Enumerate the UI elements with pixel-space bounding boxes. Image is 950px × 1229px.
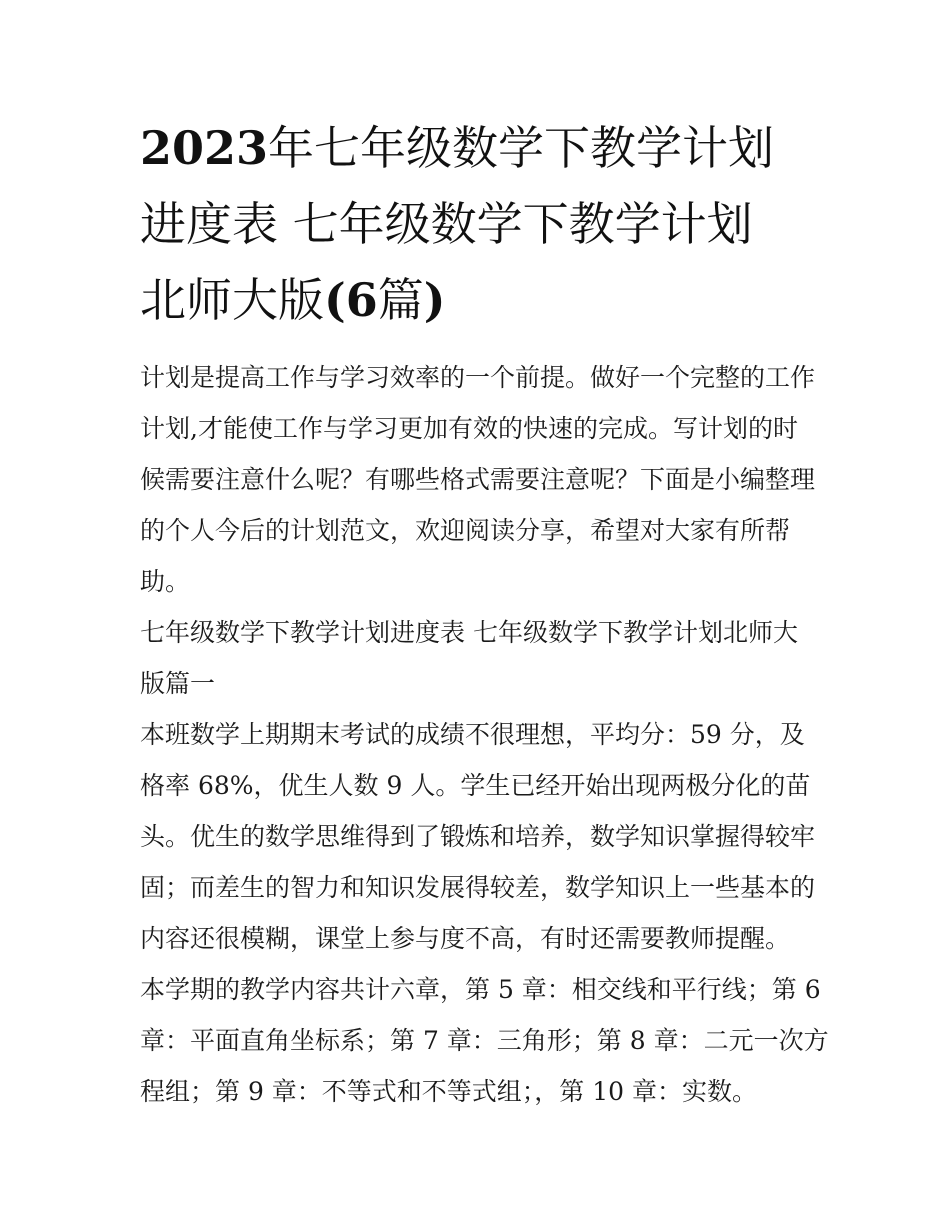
text-line: 七年级数学下教学计划进度表 七年级数学下教学计划北师大 (140, 618, 798, 647)
text-line: 章：平面直角坐标系；第 7 章：三角形；第 8 章：二元一次方 (140, 1026, 829, 1055)
title-text: 年七年级数学下教学计划 (268, 121, 775, 175)
text-line: 助。 (140, 567, 191, 596)
document-body (140, 352, 829, 1117)
title-count-open: (6 (324, 273, 378, 327)
title-count-close: ) (423, 273, 446, 327)
title-line (140, 186, 815, 262)
text-line: 候需要注意什么呢？有哪些格式需要注意呢？下面是小编整理 (140, 465, 816, 494)
intro-paragraph (140, 352, 815, 607)
title-line (140, 110, 815, 186)
text-line: 的个人今后的计划范文，欢迎阅读分享，希望对大家有所帮 (140, 516, 791, 545)
document-page (140, 110, 829, 1117)
title-count-unit: 篇 (377, 273, 424, 327)
section-heading-paragraph (140, 607, 815, 709)
document-title (140, 110, 815, 338)
teaching-content-paragraph (140, 964, 829, 1117)
title-line (140, 262, 815, 338)
title-text: 北师大版 (140, 273, 324, 327)
class-situation-paragraph (140, 709, 815, 964)
title-text: 进度表 七年级数学下教学计划 (140, 197, 753, 251)
text-line: 本班数学上期期末考试的成绩不很理想，平均分：59 分，及 (140, 720, 805, 749)
text-line: 版篇一 (140, 669, 216, 698)
text-line: 计划是提高工作与学习效率的一个前提。做好一个完整的工作 (140, 363, 816, 392)
text-line: 头。优生的数学思维得到了锻炼和培养，数学知识掌握得较牢 (140, 822, 816, 851)
text-line: 本学期的教学内容共计六章，第 5 章：相交线和平行线；第 6 (140, 975, 821, 1004)
text-line: 格率 68%，优生人数 9 人。学生已经开始出现两极分化的苗 (140, 771, 811, 800)
text-line: 固；而差生的智力和知识发展得较差，数学知识上一些基本的 (140, 873, 816, 902)
text-line: 程组；第 9 章：不等式和不等式组；，第 10 章：实数。 (140, 1077, 758, 1106)
text-line: 计划,才能使工作与学习更加有效的快速的完成。写计划的时 (140, 414, 798, 443)
title-year: 2023 (140, 121, 269, 175)
text-line: 内容还很模糊，课堂上参与度不高，有时还需要教师提醒。 (140, 924, 791, 953)
